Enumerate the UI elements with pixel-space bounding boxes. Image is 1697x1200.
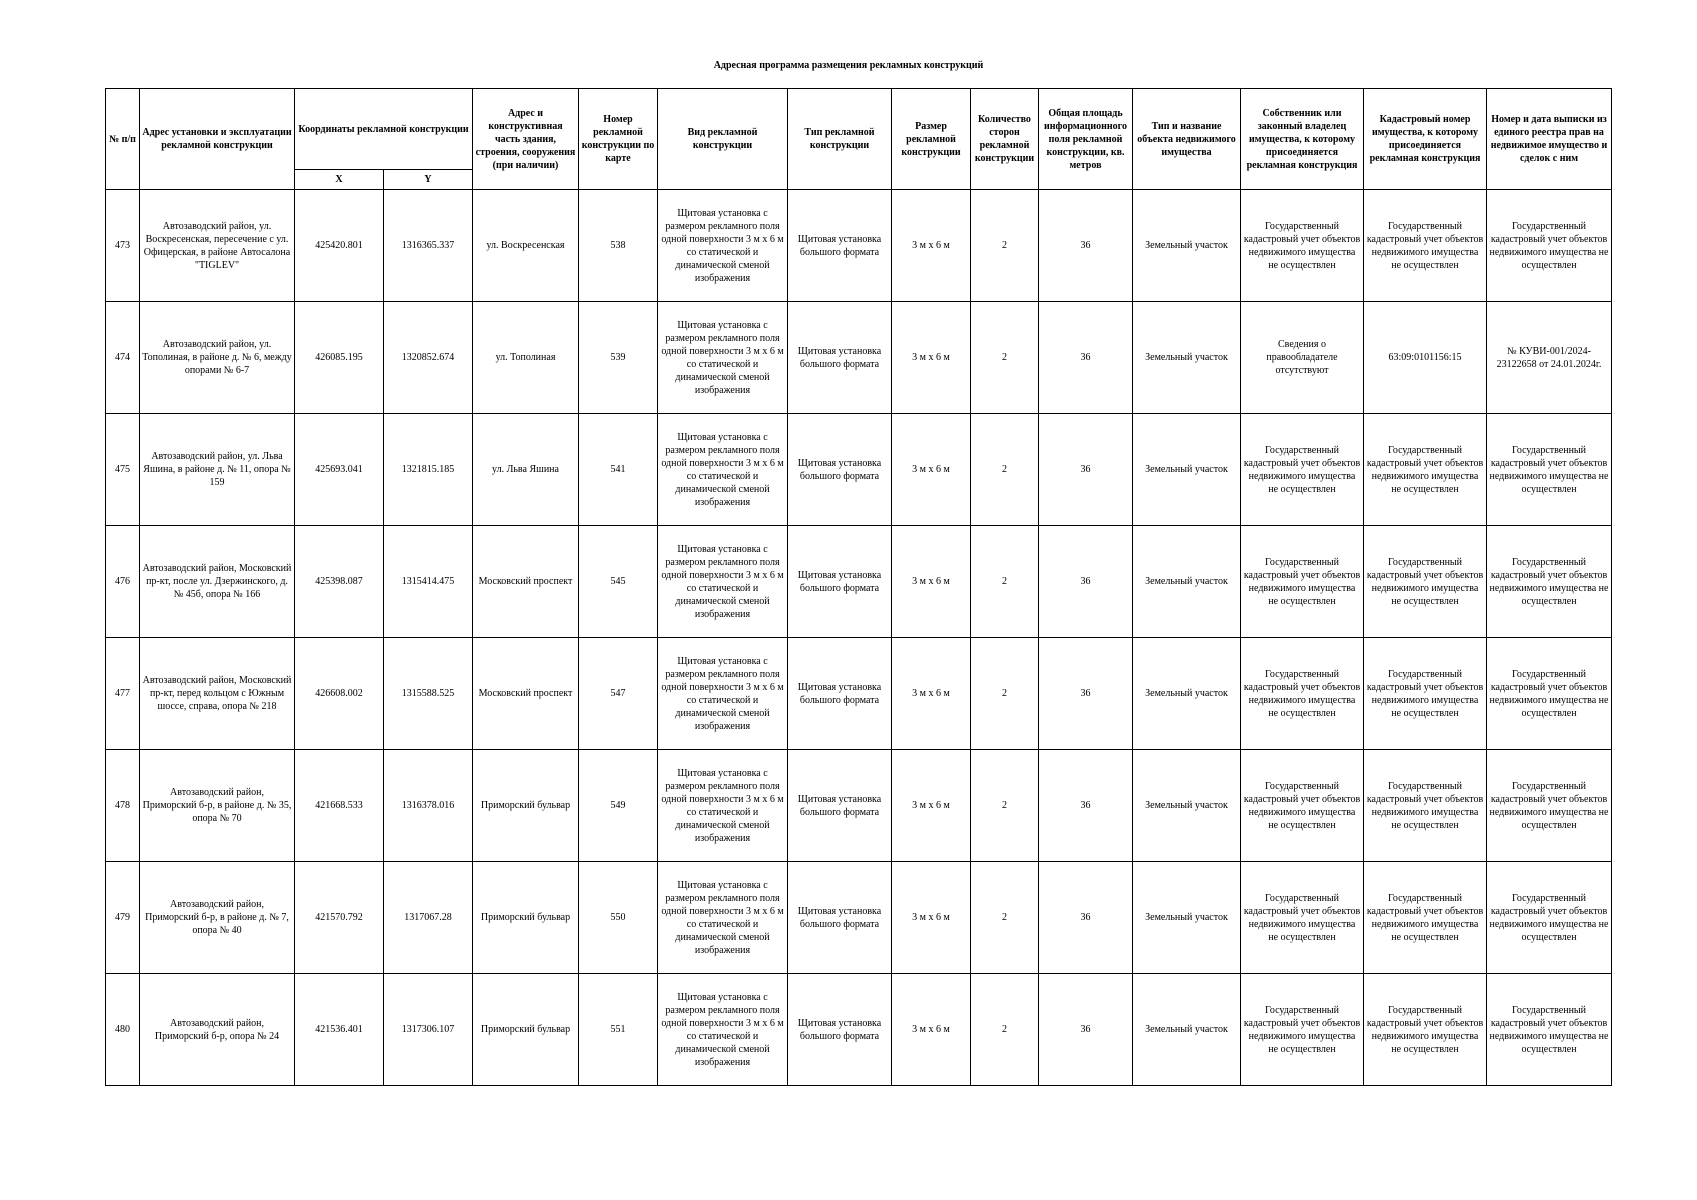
header-y: Y bbox=[384, 170, 473, 190]
header-extract: Номер и дата выписки из единого реестра прав на недвижимое имущество и сделок с ним bbox=[1487, 89, 1612, 190]
cell-type: Щитовая установка большого формата bbox=[788, 526, 892, 638]
cell-cadastral: Государственный кадастровый учет объектов недвижимого имущества не осуществлен bbox=[1364, 862, 1487, 974]
cell-type: Щитовая установка большого формата bbox=[788, 302, 892, 414]
cell-size: 3 м х 6 м bbox=[892, 638, 971, 750]
cell-area: 36 bbox=[1039, 414, 1133, 526]
cell-sides: 2 bbox=[971, 526, 1039, 638]
cell-building: ул. Воскресенская bbox=[473, 190, 579, 302]
cell-y: 1321815.185 bbox=[384, 414, 473, 526]
cell-x: 425693.041 bbox=[295, 414, 384, 526]
cell-extract: Государственный кадастровый учет объектов недвижимого имущества не осуществлен bbox=[1487, 190, 1612, 302]
cell-cadastral: Государственный кадастровый учет объектов недвижимого имущества не осуществлен bbox=[1364, 638, 1487, 750]
cell-size: 3 м х 6 м bbox=[892, 190, 971, 302]
cell-extract: Государственный кадастровый учет объектов недвижимого имущества не осуществлен bbox=[1487, 638, 1612, 750]
header-size: Размер рекламной конструкции bbox=[892, 89, 971, 190]
table-row bbox=[106, 526, 1612, 638]
cell-building: Приморский бульвар bbox=[473, 750, 579, 862]
cell-map-no: 551 bbox=[579, 974, 658, 1086]
cell-address: Автозаводский район, Московский пр-кт, после ул. Дзержинского, д. № 45б, опора № 166 bbox=[140, 526, 295, 638]
header-object: Тип и название объекта недвижимого имущества bbox=[1133, 89, 1241, 190]
header-coords: Координаты рекламной конструкции bbox=[295, 89, 473, 170]
cell-type: Щитовая установка большого формата bbox=[788, 750, 892, 862]
cell-map-no: 549 bbox=[579, 750, 658, 862]
cell-building: Приморский бульвар bbox=[473, 974, 579, 1086]
header-type: Тип рекламной конструкции bbox=[788, 89, 892, 190]
cell-map-no: 541 bbox=[579, 414, 658, 526]
cell-sides: 2 bbox=[971, 750, 1039, 862]
cell-area: 36 bbox=[1039, 750, 1133, 862]
cell-y: 1316365.337 bbox=[384, 190, 473, 302]
table-row bbox=[106, 190, 1612, 302]
header-owner: Собственник или законный владелец имущества, к которому присоединяется рекламная конструкция bbox=[1241, 89, 1364, 190]
cell-kind: Щитовая установка с размером рекламного поля одной поверхности 3 м х 6 м со статической и динамической сменой изображения bbox=[658, 526, 788, 638]
cell-y: 1315588.525 bbox=[384, 638, 473, 750]
cell-y: 1317306.107 bbox=[384, 974, 473, 1086]
cell-num: 475 bbox=[106, 414, 140, 526]
cell-type: Щитовая установка большого формата bbox=[788, 638, 892, 750]
cell-map-no: 545 bbox=[579, 526, 658, 638]
cell-area: 36 bbox=[1039, 638, 1133, 750]
cell-cadastral: Государственный кадастровый учет объектов недвижимого имущества не осуществлен bbox=[1364, 190, 1487, 302]
cell-sides: 2 bbox=[971, 414, 1039, 526]
cell-y: 1316378.016 bbox=[384, 750, 473, 862]
cell-cadastral: Государственный кадастровый учет объектов недвижимого имущества не осуществлен bbox=[1364, 974, 1487, 1086]
header-address: Адрес установки и эксплуатации рекламной конструкции bbox=[140, 89, 295, 190]
cell-owner: Государственный кадастровый учет объектов недвижимого имущества не осуществлен bbox=[1241, 190, 1364, 302]
cell-map-no: 550 bbox=[579, 862, 658, 974]
cell-building: Московский проспект bbox=[473, 638, 579, 750]
cell-kind: Щитовая установка с размером рекламного поля одной поверхности 3 м х 6 м со статической и динамической сменой изображения bbox=[658, 302, 788, 414]
cell-kind: Щитовая установка с размером рекламного поля одной поверхности 3 м х 6 м со статической и динамической сменой изображения bbox=[658, 750, 788, 862]
table-row bbox=[106, 638, 1612, 750]
cell-owner: Государственный кадастровый учет объектов недвижимого имущества не осуществлен bbox=[1241, 750, 1364, 862]
cell-address: Автозаводский район, ул. Тополиная, в районе д. № 6, между опорами № 6-7 bbox=[140, 302, 295, 414]
header-sides: Количество сторон рекламной конструкции bbox=[971, 89, 1039, 190]
table-body bbox=[106, 190, 1612, 1086]
cell-sides: 2 bbox=[971, 190, 1039, 302]
cell-kind: Щитовая установка с размером рекламного поля одной поверхности 3 м х 6 м со статической и динамической сменой изображения bbox=[658, 190, 788, 302]
header-num: № п/п bbox=[106, 89, 140, 190]
table-row bbox=[106, 974, 1612, 1086]
cell-owner: Государственный кадастровый учет объектов недвижимого имущества не осуществлен bbox=[1241, 862, 1364, 974]
cell-address: Автозаводский район, Московский пр-кт, перед кольцом с Южным шоссе, справа, опора № 218 bbox=[140, 638, 295, 750]
cell-x: 421536.401 bbox=[295, 974, 384, 1086]
cell-sides: 2 bbox=[971, 638, 1039, 750]
cell-kind: Щитовая установка с размером рекламного поля одной поверхности 3 м х 6 м со статической и динамической сменой изображения bbox=[658, 974, 788, 1086]
cell-extract: Государственный кадастровый учет объектов недвижимого имущества не осуществлен bbox=[1487, 414, 1612, 526]
cell-x: 425420.801 bbox=[295, 190, 384, 302]
header-map-no: Номер рекламной конструкции по карте bbox=[579, 89, 658, 190]
cell-object: Земельный участок bbox=[1133, 302, 1241, 414]
cell-type: Щитовая установка большого формата bbox=[788, 190, 892, 302]
cell-cadastral: 63:09:0101156:15 bbox=[1364, 302, 1487, 414]
cell-owner: Государственный кадастровый учет объектов недвижимого имущества не осуществлен bbox=[1241, 638, 1364, 750]
cell-address: Автозаводский район, ул. Льва Яшина, в районе д. № 11, опора № 159 bbox=[140, 414, 295, 526]
cell-num: 480 bbox=[106, 974, 140, 1086]
cell-size: 3 м х 6 м bbox=[892, 750, 971, 862]
cell-extract: Государственный кадастровый учет объектов недвижимого имущества не осуществлен bbox=[1487, 526, 1612, 638]
cell-y: 1320852.674 bbox=[384, 302, 473, 414]
cell-extract: Государственный кадастровый учет объектов недвижимого имущества не осуществлен bbox=[1487, 750, 1612, 862]
cell-owner: Государственный кадастровый учет объектов недвижимого имущества не осуществлен bbox=[1241, 974, 1364, 1086]
cell-address: Автозаводский район, Приморский б-р, в районе д. № 7, опора № 40 bbox=[140, 862, 295, 974]
cell-extract: № КУВИ-001/2024-23122658 от 24.01.2024г. bbox=[1487, 302, 1612, 414]
cell-x: 421570.792 bbox=[295, 862, 384, 974]
cell-extract: Государственный кадастровый учет объектов недвижимого имущества не осуществлен bbox=[1487, 862, 1612, 974]
cell-y: 1317067.28 bbox=[384, 862, 473, 974]
cell-area: 36 bbox=[1039, 862, 1133, 974]
advertising-structures-table bbox=[105, 88, 1612, 1086]
cell-kind: Щитовая установка с размером рекламного поля одной поверхности 3 м х 6 м со статической и динамической сменой изображения bbox=[658, 862, 788, 974]
cell-kind: Щитовая установка с размером рекламного поля одной поверхности 3 м х 6 м со статической и динамической сменой изображения bbox=[658, 414, 788, 526]
header-area: Общая площадь информационного поля рекламной конструкции, кв. метров bbox=[1039, 89, 1133, 190]
cell-sides: 2 bbox=[971, 862, 1039, 974]
cell-building: ул. Тополиная bbox=[473, 302, 579, 414]
cell-map-no: 547 bbox=[579, 638, 658, 750]
cell-object: Земельный участок bbox=[1133, 638, 1241, 750]
cell-type: Щитовая установка большого формата bbox=[788, 974, 892, 1086]
cell-x: 421668.533 bbox=[295, 750, 384, 862]
header-cadastral: Кадастровый номер имущества, к которому присоединяется рекламная конструкция bbox=[1364, 89, 1487, 190]
cell-owner: Государственный кадастровый учет объектов недвижимого имущества не осуществлен bbox=[1241, 414, 1364, 526]
cell-y: 1315414.475 bbox=[384, 526, 473, 638]
cell-area: 36 bbox=[1039, 302, 1133, 414]
header-kind: Вид рекламной конструкции bbox=[658, 89, 788, 190]
cell-sides: 2 bbox=[971, 974, 1039, 1086]
cell-area: 36 bbox=[1039, 974, 1133, 1086]
cell-building: Московский проспект bbox=[473, 526, 579, 638]
cell-building: ул. Льва Яшина bbox=[473, 414, 579, 526]
table-row bbox=[106, 862, 1612, 974]
cell-map-no: 538 bbox=[579, 190, 658, 302]
cell-building: Приморский бульвар bbox=[473, 862, 579, 974]
cell-num: 478 bbox=[106, 750, 140, 862]
cell-size: 3 м х 6 м bbox=[892, 414, 971, 526]
table-row bbox=[106, 750, 1612, 862]
cell-num: 477 bbox=[106, 638, 140, 750]
cell-map-no: 539 bbox=[579, 302, 658, 414]
table-row bbox=[106, 414, 1612, 526]
cell-size: 3 м х 6 м bbox=[892, 974, 971, 1086]
cell-object: Земельный участок bbox=[1133, 190, 1241, 302]
cell-area: 36 bbox=[1039, 190, 1133, 302]
cell-num: 474 bbox=[106, 302, 140, 414]
cell-num: 473 bbox=[106, 190, 140, 302]
header-building: Адрес и конструктивная часть здания, строения, сооружения (при наличии) bbox=[473, 89, 579, 190]
cell-type: Щитовая установка большого формата bbox=[788, 862, 892, 974]
cell-object: Земельный участок bbox=[1133, 750, 1241, 862]
cell-owner: Государственный кадастровый учет объектов недвижимого имущества не осуществлен bbox=[1241, 526, 1364, 638]
cell-type: Щитовая установка большого формата bbox=[788, 414, 892, 526]
cell-cadastral: Государственный кадастровый учет объектов недвижимого имущества не осуществлен bbox=[1364, 750, 1487, 862]
cell-x: 426085.195 bbox=[295, 302, 384, 414]
cell-owner: Сведения о правообладателе отсутствуют bbox=[1241, 302, 1364, 414]
cell-num: 476 bbox=[106, 526, 140, 638]
cell-num: 479 bbox=[106, 862, 140, 974]
header-row bbox=[106, 89, 1612, 170]
cell-x: 426608.002 bbox=[295, 638, 384, 750]
cell-object: Земельный участок bbox=[1133, 414, 1241, 526]
cell-cadastral: Государственный кадастровый учет объектов недвижимого имущества не осуществлен bbox=[1364, 414, 1487, 526]
header-x: X bbox=[295, 170, 384, 190]
cell-extract: Государственный кадастровый учет объектов недвижимого имущества не осуществлен bbox=[1487, 974, 1612, 1086]
cell-address: Автозаводский район, Приморский б-р, опора № 24 bbox=[140, 974, 295, 1086]
cell-size: 3 м х 6 м bbox=[892, 862, 971, 974]
cell-cadastral: Государственный кадастровый учет объектов недвижимого имущества не осуществлен bbox=[1364, 526, 1487, 638]
document-title: Адресная программа размещения рекламных конструкций bbox=[713, 60, 984, 71]
cell-sides: 2 bbox=[971, 302, 1039, 414]
cell-object: Земельный участок bbox=[1133, 974, 1241, 1086]
cell-object: Земельный участок bbox=[1133, 862, 1241, 974]
cell-kind: Щитовая установка с размером рекламного поля одной поверхности 3 м х 6 м со статической и динамической сменой изображения bbox=[658, 638, 788, 750]
cell-size: 3 м х 6 м bbox=[892, 302, 971, 414]
table-row bbox=[106, 302, 1612, 414]
cell-object: Земельный участок bbox=[1133, 526, 1241, 638]
cell-size: 3 м х 6 м bbox=[892, 526, 971, 638]
cell-address: Автозаводский район, Приморский б-р, в районе д. № 35, опора № 70 bbox=[140, 750, 295, 862]
cell-area: 36 bbox=[1039, 526, 1133, 638]
cell-x: 425398.087 bbox=[295, 526, 384, 638]
cell-address: Автозаводский район, ул. Воскресенская, пересечение с ул. Офицерская, в районе Автосалона "TIGLEV" bbox=[140, 190, 295, 302]
